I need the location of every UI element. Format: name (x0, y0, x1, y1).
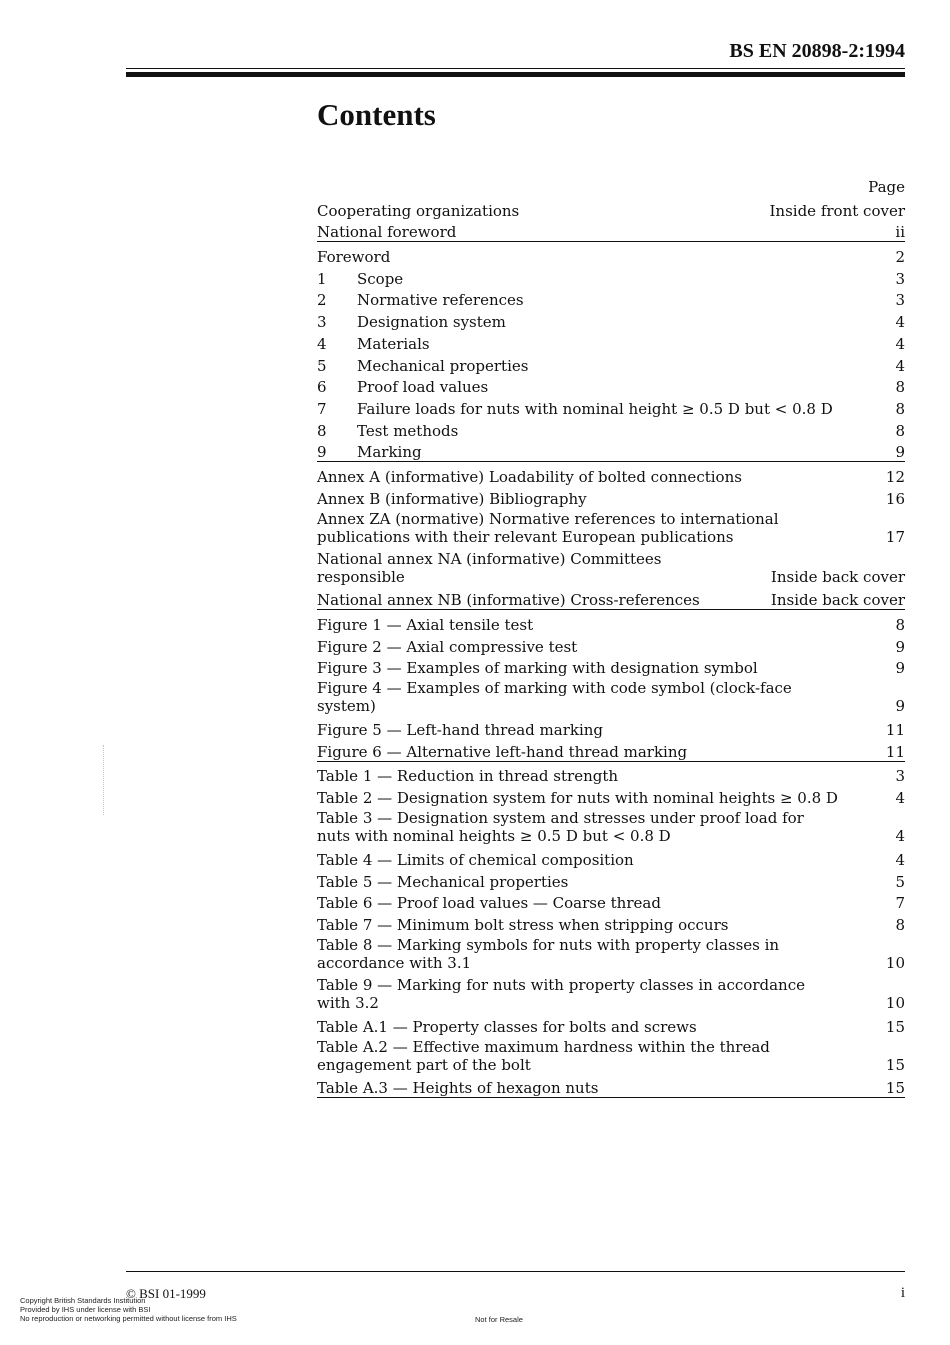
toc-entry-page: 9 (895, 443, 905, 462)
toc-entry[interactable] (317, 677, 905, 717)
toc-entry-page: 8 (895, 616, 905, 634)
toc-entry-page: 10 (885, 953, 905, 972)
toc-entry-title: Normative references (357, 291, 524, 310)
toc-entry[interactable] (317, 486, 905, 508)
toc-entry-page: 2 (895, 248, 905, 267)
toc-entry[interactable] (317, 418, 905, 440)
toc-entry-page: 7 (895, 894, 905, 913)
clause-number: 7 (317, 399, 327, 418)
toc-entry-page: 3 (895, 767, 905, 786)
toc-entry-title: Table 1 — Reduction in thread strength (317, 767, 619, 786)
toc-entry[interactable] (317, 266, 905, 288)
toc-entry-title: Table A.2 — Effective maximum hardness within the thread engagement part of the bolt (317, 1037, 770, 1074)
toc-entry[interactable] (317, 717, 905, 739)
toc-entry[interactable] (317, 807, 905, 847)
toc-entry-title: Table 9 — Marking for nuts with property classes in accordance with 3.2 (317, 975, 805, 1012)
toc-entry[interactable] (317, 785, 905, 807)
toc-entry-title: Failure loads for nuts with nominal height ≥ 0.5 D but < 0.8 D (357, 399, 833, 418)
toc-entry-title: Table 2 — Designation system for nuts with nominal heights ≥ 0.8 D (317, 789, 838, 808)
toc-entry[interactable] (317, 396, 905, 418)
toc-entry-page: 3 (895, 291, 905, 310)
toc-entry-page: Inside front cover (769, 201, 905, 220)
toc-entry-title: Figure 3 — Examples of marking with designation symbol (317, 659, 758, 678)
clause-number: 6 (317, 378, 327, 397)
toc-entry-title: Table 5 — Mechanical properties (317, 872, 569, 891)
toc-entry[interactable] (317, 309, 905, 331)
toc-entry[interactable] (317, 739, 905, 762)
toc-entry[interactable] (317, 288, 905, 310)
toc-entry[interactable] (317, 612, 905, 634)
clause-number: 1 (317, 269, 327, 288)
clause-number: 3 (317, 313, 327, 332)
toc-entry-page: 8 (895, 378, 905, 397)
toc-entry[interactable] (317, 198, 905, 220)
footer-rule (126, 1271, 905, 1272)
toc-entry-page: 4 (895, 789, 905, 808)
toc-entry-title: Annex B (informative) Bibliography (317, 489, 587, 508)
copyright-line: No reproduction or networking permitted without license from IHS (20, 1314, 237, 1323)
footer-copyright-bsi: © BSI 01-1999 (126, 1286, 206, 1301)
toc-entry[interactable] (317, 891, 905, 913)
document-code: BS EN 20898-2:1994 (729, 40, 905, 62)
toc-entry-title: Table A.3 — Heights of hexagon nuts (317, 1079, 599, 1098)
toc-entry-title: Table 3 — Designation system and stresses under proof load for nuts with nominal heights ≥ 0.5 D but < 0.8 D (317, 809, 804, 846)
toc-entry-title: Materials (357, 334, 430, 353)
toc-entry-page: 12 (885, 467, 905, 486)
toc-entry[interactable] (317, 508, 905, 548)
toc-entry-title: Proof load values (357, 378, 489, 397)
toc-entry-title: Scope (357, 269, 404, 288)
toc-entry-page: ii (895, 223, 905, 242)
toc-entry-title: Cooperating organizations (317, 201, 520, 220)
not-for-resale-notice: Not for Resale (475, 1315, 523, 1324)
clause-number: 4 (317, 334, 327, 353)
toc-entry-page: 5 (895, 872, 905, 891)
toc-entry-title: Figure 5 — Left-hand thread marking (317, 721, 604, 740)
toc-entry[interactable] (317, 974, 905, 1014)
clause-number: 9 (317, 443, 327, 462)
toc-entry-page: 4 (895, 334, 905, 353)
toc-entry[interactable] (317, 764, 905, 786)
toc-entry-page: 15 (885, 1017, 905, 1036)
toc-entry-title: Mechanical properties (357, 356, 529, 375)
clause-number: 8 (317, 421, 327, 440)
toc-entry-page: 8 (895, 399, 905, 418)
toc-entry-page: 11 (885, 742, 905, 761)
toc-entry-page: 8 (895, 915, 905, 934)
toc-entry-title: Test methods (357, 421, 459, 440)
toc-entry-title: Table 6 — Proof load values — Coarse thread (317, 894, 661, 913)
toc-entry[interactable] (317, 353, 905, 375)
toc-entry[interactable] (317, 331, 905, 353)
toc-entry-title: Table 7 — Minimum bolt stress when stripping occurs (317, 915, 729, 934)
toc-entry-page: Inside back cover (770, 567, 905, 586)
toc-entry-page: 9 (895, 659, 905, 678)
toc-entry[interactable] (317, 548, 905, 588)
toc-entry[interactable] (317, 656, 905, 678)
toc-entry-page: 15 (885, 1079, 905, 1098)
page-column-header: Page (868, 178, 905, 196)
toc-entry[interactable] (317, 440, 905, 463)
header-rule-thick (126, 72, 905, 77)
margin-mark (103, 745, 112, 815)
toc-entry-title: Figure 4 — Examples of marking with code symbol (clock-face system) (317, 679, 792, 716)
toc-entry-title: National annex NA (informative) Committees responsible (317, 549, 662, 586)
toc-entry-page: 9 (895, 697, 905, 716)
toc-entry-title: National foreword (317, 223, 457, 242)
toc-entry-title: Annex ZA (normative) Normative references to international publications with their relevant European publications (317, 509, 779, 546)
toc-entry-title: Figure 1 — Axial tensile test (317, 616, 534, 634)
toc-entry-title: Annex A (informative) Loadability of bolted connections (317, 467, 742, 486)
toc-entry-page: 16 (885, 489, 905, 508)
toc-entry-page: 15 (885, 1055, 905, 1074)
toc-entry-title: Marking (357, 443, 422, 462)
table-of-contents (317, 177, 905, 1098)
toc-entry[interactable] (317, 847, 905, 869)
toc-entry-page: 4 (895, 850, 905, 869)
toc-entry[interactable] (317, 375, 905, 397)
toc-entry-title: Designation system (357, 313, 506, 332)
clause-number: 2 (317, 291, 327, 310)
toc-entry[interactable] (317, 1036, 905, 1076)
toc-entry-page: 4 (895, 356, 905, 375)
toc-entry[interactable] (317, 934, 905, 974)
toc-entry[interactable] (317, 912, 905, 934)
toc-entry-title: Table 4 — Limits of chemical composition (317, 850, 634, 869)
toc-entry[interactable] (317, 1014, 905, 1036)
toc-entry-title: Table A.1 — Property classes for bolts and screws (317, 1017, 697, 1036)
toc-entry[interactable] (317, 588, 905, 611)
toc-entry-title: Table 8 — Marking symbols for nuts with property classes in accordance with 3.1 (317, 935, 780, 972)
toc-entry[interactable] (317, 464, 905, 486)
toc-entry-title: Figure 6 — Alternative left-hand thread marking (317, 742, 688, 761)
toc-entry-title: National annex NB (informative) Cross-references (317, 591, 700, 610)
toc-entry-page: 3 (895, 269, 905, 288)
header-rule-thin (126, 68, 905, 69)
toc-entry[interactable] (317, 220, 905, 243)
footer-page-number: i (900, 1285, 905, 1301)
toc-entry[interactable] (317, 1076, 905, 1099)
copyright-line: Copyright British Standards Institution (20, 1296, 146, 1305)
toc-entry-title: Figure 2 — Axial compressive test (317, 637, 578, 656)
toc-entry[interactable] (317, 634, 905, 656)
copyright-notice (20, 1296, 237, 1323)
toc-entry-page: 11 (885, 721, 905, 740)
toc-entry-title: Foreword (317, 248, 391, 267)
toc-entry[interactable] (317, 244, 905, 266)
toc-entry-page: Inside back cover (770, 591, 905, 610)
toc-entry-page: 4 (895, 827, 905, 846)
clause-number: 5 (317, 356, 327, 375)
toc-entry-page: 17 (885, 527, 905, 546)
toc-entry-page: 8 (895, 421, 905, 440)
toc-entry-page: 4 (895, 313, 905, 332)
page-title: Contents (317, 97, 436, 132)
toc-entry[interactable] (317, 869, 905, 891)
copyright-line: Provided by IHS under license with BSI (20, 1305, 151, 1314)
toc-entry-page: 10 (885, 993, 905, 1012)
toc-entry-page: 9 (895, 637, 905, 656)
